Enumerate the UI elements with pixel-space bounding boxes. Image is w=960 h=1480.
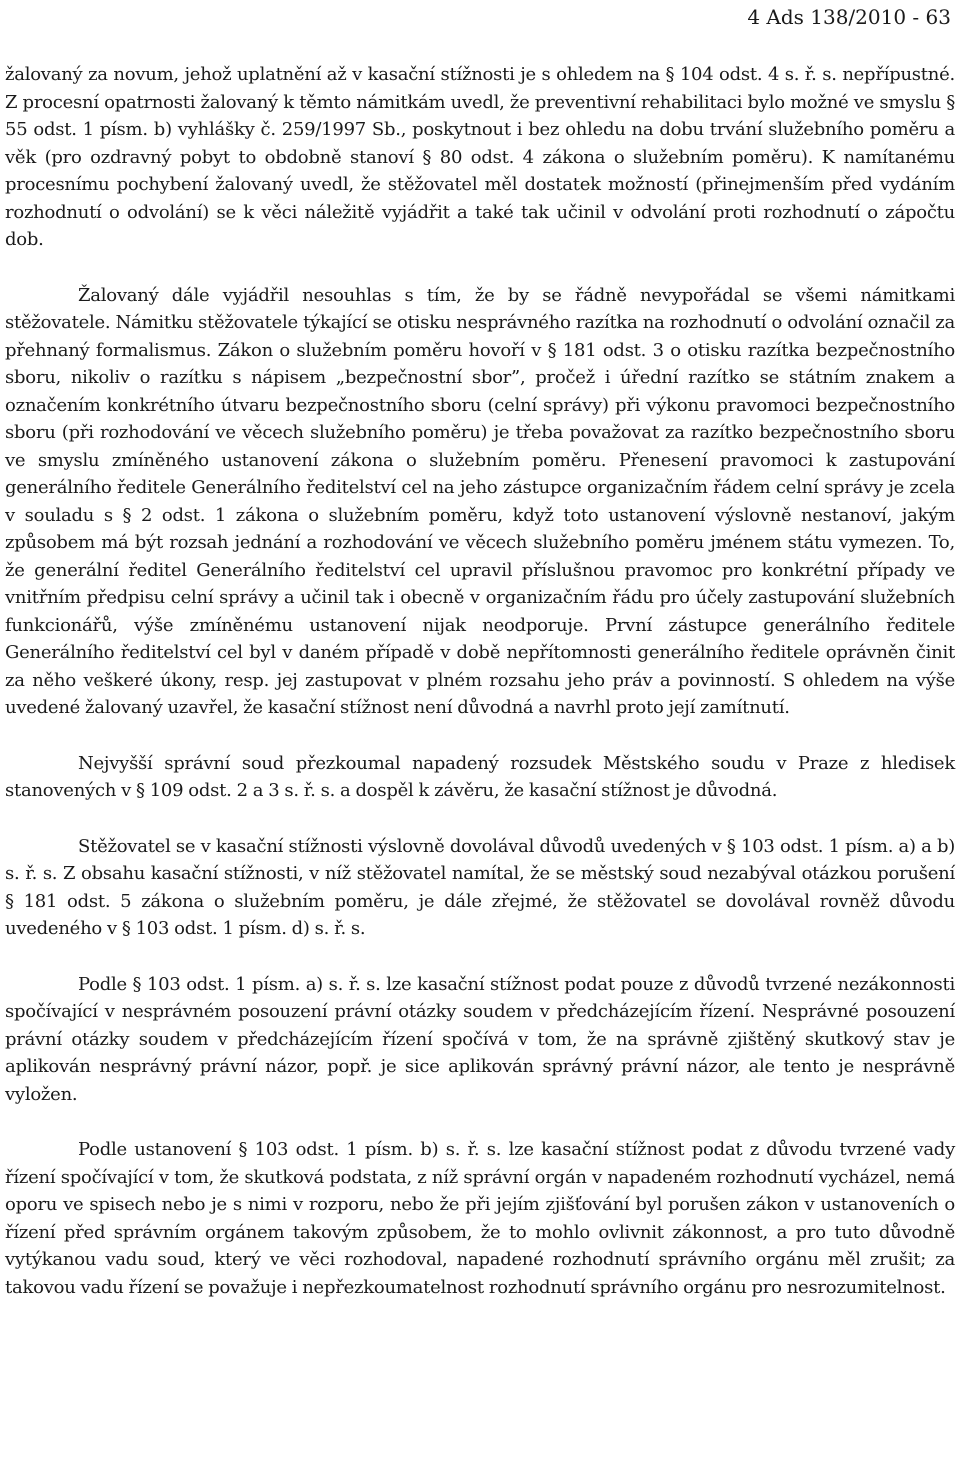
- paragraph-2: Žalovaný dále vyjádřil nesouhlas s tím, že by se řádně nevypořádal se všemi námitkami stěžovatele. Námitku stěžovatele týkající se otisku nesprávného razítka na rozhodnutí o odvolání označil za přehnaný formalismus. Zákon o služebním poměru hovoří v § 181 odst. 3 o otisku razítka bezpečnostního sboru, nikoliv o razítku s nápisem „bezpečnostní sbor”, pročež i úřední razítko se státním znakem a označením konkrétního útvaru bezpečnostního sboru (celní správy) při výkonu pravomoci bezpečnostního sboru (při rozhodování ve věcech služebního poměru) je třeba považovat za razítko bezpečnostního sboru ve smyslu zmíněného ustanovení zákona o služebním poměru. Přenesení pravomoci k zastupování generálního ředitele Generálního ředitelství cel na jeho zástupce organizačním řádem celní správy je zcela v souladu s § 2 odst. 1 zákona o služebním poměru, když toto ustanovení výslovně nestanoví, jakým způsobem má být rozsah jednání a rozhodování ve věcech služebního poměru jménem státu vymezen. To, že generální ředitel Generálního ředitelství cel upravil příslušnou pravomoc pro konkrétní případy ve vnitřním předpisu celní správy a učinil tak i obecně v organizačním řádu pro účely zastupování služebních funkcionářů, výše zmíněnému ustanovení nijak neodporuje. První zástupce generálního ředitele Generálního ředitelství cel byl v daném případě v době nepřítomnosti generálního ředitele oprávněn činit za něho veškeré úkony, resp. jej zastupovat v plném rozsahu jeho práv a povinností. S ohledem na výše uvedené žalovaný uzavřel, že kasační stížnost není důvodná a navrhl proto její zamítnutí.: [5, 284, 955, 718]
- paragraph-gap: [5, 254, 955, 282]
- paragraph-gap: [5, 1108, 955, 1136]
- paragraph-3: Nejvyšší správní soud přezkoumal napadený rozsudek Městského soudu v Praze z hledisek stanovených v § 109 odst. 2 a 3 s. ř. s. a dospěl k závěru, že kasační stížnost je důvodná.: [5, 752, 955, 801]
- paragraph-5: Podle § 103 odst. 1 písm. a) s. ř. s. lze kasační stížnost podat pouze z důvodů tvrzené nezákonnosti spočívající v nesprávném posouzení právní otázky soudem v předcházejícím řízení. Nesprávné posouzení právní otázky soudem v předcházejícím řízení spočívá v tom, že na správně zjištěný skutkový stav je aplikován nesprávný právní názor, popř. je sice aplikován správný právní názor, ale tento je nesprávně vyložen.: [5, 973, 955, 1105]
- page-header: 4 Ads 138/2010 - 63: [747, 5, 951, 29]
- paragraph-1: žalovaný za novum, jehož uplatnění až v kasační stížnosti je s ohledem na § 104 odst. 4 s. ř. s. nepřípustné. Z procesní opatrnosti žalovaný k těmto námitkám uvedl, že preventivní rehabilitaci bylo možné ve smyslu § 55 odst. 1 písm. b) vyhlášky č. 259/1997 Sb., poskytnout i bez ohledu na dobu trvání služebního poměru a věk (pro ozdravný pobyt to obdobně stanoví § 80 odst. 4 zákona o služebním poměru). K namítanému procesnímu pochybení žalovaný uvedl, že stěžovatel měl dostatek možností (přinejmenším před vydáním rozhodnutí o odvolání) se k věci náležitě vyjádřit a také tak učinil v odvolání proti rozhodnutí o zápočtu dob.: [5, 64, 955, 250]
- paragraph-4: Stěžovatel se v kasační stížnosti výslovně dovolával důvodů uvedených v § 103 odst. 1 písm. a) a b) s. ř. s. Z obsahu kasační stížnosti, v níž stěžovatel namítal, že se městský soud nezabýval otázkou porušení § 181 odst. 5 zákona o služebním poměru, je dále zřejmé, že stěžovatel se dovolával rovněž důvodu uvedeného v § 103 odst. 1 písm. d) s. ř. s.: [5, 835, 955, 939]
- paragraph-gap: [5, 805, 955, 833]
- paragraph-gap: [5, 943, 955, 971]
- paragraph-6: Podle ustanovení § 103 odst. 1 písm. b) s. ř. s. lze kasační stížnost podat z důvodu tvrzené vady řízení spočívající v tom, že skutková podstata, z níž správní orgán v napadeném rozhodnutí vycházel, nemá oporu ve spisech nebo je s nimi v rozporu, nebo že při jejím zjišťování byl porušen zákon v ustanoveních o řízení před správním orgánem takovým způsobem, že to mohlo ovlivnit zákonnost, a pro tuto důvodně vytýkanou vadu soud, který ve věci rozhodoval, napadené rozhodnutí správního orgánu měl zrušit; za takovou vadu řízení se považuje i nepřezkoumatelnost rozhodnutí správního orgánu pro nesrozumitelnost.: [5, 1139, 955, 1298]
- paragraph-gap: [5, 722, 955, 750]
